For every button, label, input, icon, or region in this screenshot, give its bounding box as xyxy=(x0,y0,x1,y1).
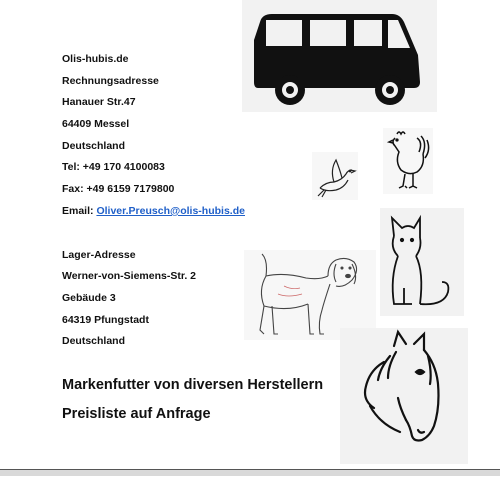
billing-country: Deutschland xyxy=(62,139,126,152)
company-name: Olis-hubis.de xyxy=(62,53,129,65)
email-label: Email: xyxy=(62,204,97,217)
dog-icon xyxy=(244,250,376,340)
billing-city: 64409 Messel xyxy=(62,118,130,131)
warehouse-city: 64319 Pfungstadt xyxy=(62,313,149,326)
contact-block xyxy=(62,52,245,356)
warehouse-country: Deutschland xyxy=(62,335,126,348)
warehouse-building: Gebäude 3 xyxy=(62,291,116,304)
phone-number: Tel: +49 170 4100083 xyxy=(62,161,165,174)
page-bottom-rule xyxy=(0,470,500,476)
billing-heading: Rechnungsadresse xyxy=(62,74,159,87)
dove-icon xyxy=(312,152,358,200)
fax-number: Fax: +49 6159 7179800 xyxy=(62,183,175,196)
van-icon xyxy=(242,0,437,112)
billing-street: Hanauer Str.47 xyxy=(62,96,136,109)
headline-brand-food: Markenfutter von diversen Herstellern xyxy=(62,377,324,393)
email-link[interactable]: Oliver.Preusch@olis-hubis.de xyxy=(96,204,245,217)
headline-price-list: Preisliste auf Anfrage xyxy=(62,406,211,422)
email-row xyxy=(62,204,245,226)
cat-icon xyxy=(380,208,464,316)
warehouse-heading: Lager-Adresse xyxy=(62,248,136,261)
horse-icon xyxy=(340,328,468,464)
warehouse-street: Werner-von-Siemens-Str. 2 xyxy=(62,270,197,283)
rooster-icon xyxy=(383,128,433,194)
